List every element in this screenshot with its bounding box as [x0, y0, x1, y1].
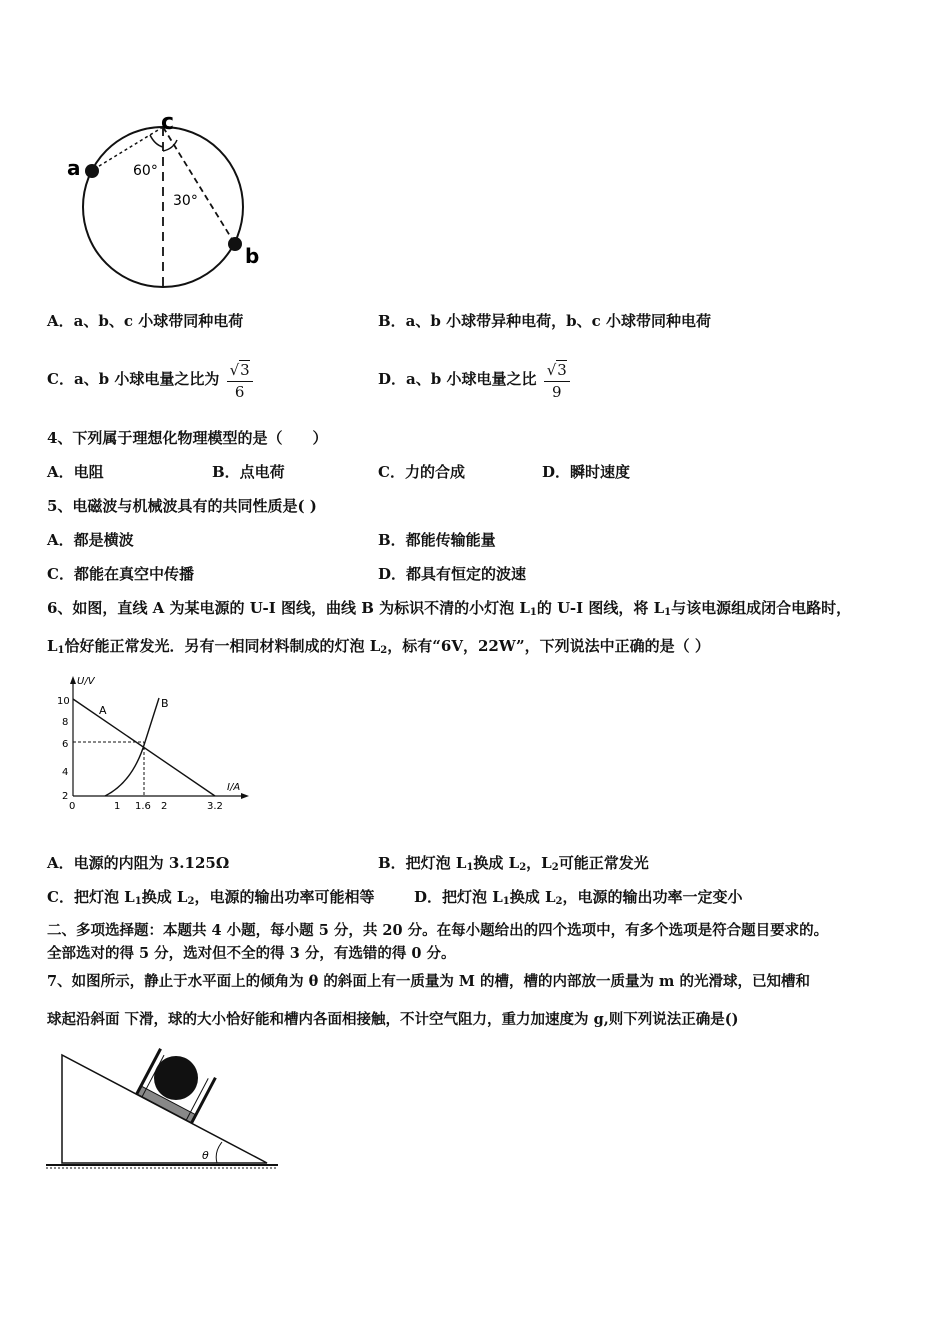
q4-stem: 4、下列属于理想化物理模型的是（ ） — [47, 429, 328, 447]
x-tick-1-6: 1.6 — [135, 801, 151, 812]
y-tick-4: 4 — [62, 767, 69, 778]
x-axis-label: I/A — [227, 782, 241, 793]
ball — [154, 1056, 198, 1100]
q6-stem1-part-a: 6、如图，直线 A 为某电源的 U-I 图线，曲线 B 为标识不清的小灯泡 L — [47, 599, 530, 617]
x-tick-3-2: 3.2 — [207, 801, 223, 812]
angle-60-label: 60° — [133, 163, 158, 179]
q6-opt-b-part-d: 可能正常发光 — [558, 854, 649, 872]
q5-option-a[interactable]: A．都是横波 — [47, 531, 134, 549]
theta-label: θ — [202, 1149, 209, 1162]
x-tick-1: 1 — [114, 801, 121, 812]
q5-stem: 5、电磁波与机械波具有的共同性质是( ) — [47, 497, 317, 515]
y-tick-6: 6 — [62, 739, 69, 750]
section2-heading-line1: 二、多项选择题：本题共 4 小题，每小题 5 分，共 20 分。在每小题给出的四个选项中，有多个选项是符合题目要求的。 — [47, 922, 829, 939]
q6-stem2-sub-1: 1 — [57, 645, 65, 656]
q6-opt-b-part-a: B．把灯泡 L — [378, 854, 467, 872]
q3-option-c-fraction: $\frac{√3}{6}$ — [227, 359, 253, 402]
line-a-label: A — [99, 704, 107, 717]
q6-stem1-sub-1: 1 — [529, 607, 537, 618]
x-tick-0: 0 — [69, 801, 76, 812]
q3-option-c-denominator: 6 — [234, 382, 245, 401]
q6-ui-graph — [55, 672, 255, 822]
q6-stem1-sub-1b: 1 — [664, 607, 672, 618]
q6-opt-b-sub-2b: 2 — [551, 862, 559, 873]
q3-option-b[interactable]: B．a、b 小球带异种电荷，b、c 小球带同种电荷 — [378, 312, 711, 330]
q3-option-c-text: C．a、b 小球电量之比为 — [47, 370, 220, 388]
point-c-label: c — [161, 110, 175, 135]
q3-option-d-numerator: 3 — [557, 360, 567, 379]
q3-option-d[interactable] — [378, 352, 570, 406]
q6-stem-line1 — [47, 598, 851, 623]
angle-30-label: 30° — [173, 193, 198, 209]
q6-opt-b-sub-2: 2 — [519, 862, 527, 873]
q6-opt-d-part-a: D．把灯泡 L — [414, 888, 503, 906]
q6-opt-c-part-c: ，电源的输出功率可能相等 — [194, 888, 375, 906]
q6-opt-d-part-c: ，电源的输出功率一定变小 — [562, 888, 743, 906]
q7-incline-figure — [42, 1040, 287, 1175]
q4-option-a[interactable]: A．电阻 — [47, 463, 104, 481]
q6-opt-c-sub-2: 2 — [187, 896, 195, 907]
section2-heading-line2: 全部选对的得 5 分，选对但不全的得 3 分，有选错的得 0 分。 — [47, 945, 456, 962]
y-tick-10: 10 — [57, 696, 70, 707]
q6-option-d[interactable] — [414, 887, 743, 912]
q6-opt-b-part-b: 换成 L — [473, 854, 520, 872]
q6-opt-b-part-c: ，L — [526, 854, 552, 872]
curve-b — [105, 698, 159, 796]
q6-stem2-part-c: ，标有“6V，22W”，下列说法中正确的是（ ） — [387, 637, 710, 655]
q6-opt-c-part-a: C．把灯泡 L — [47, 888, 135, 906]
q5-option-c[interactable]: C．都能在真空中传播 — [47, 565, 194, 583]
q6-opt-c-sub-1: 1 — [134, 896, 142, 907]
y-axis-label: U/V — [77, 676, 95, 687]
q4-option-b[interactable]: B．点电荷 — [212, 463, 285, 481]
q6-stem1-part-b: 的 U-I 图线，将 L — [536, 599, 665, 617]
q3-option-a[interactable]: A．a、b、c 小球带同种电荷 — [47, 312, 244, 330]
q6-option-b[interactable] — [378, 853, 649, 878]
q7-stem-line1: 7、如图所示，静止于水平面上的倾角为 θ 的斜面上有一质量为 M 的槽，槽的内部放一质量为 m 的光滑球，已知槽和 — [47, 973, 810, 990]
q6-opt-d-sub-2: 2 — [555, 896, 563, 907]
q6-opt-c-part-b: 换成 L — [141, 888, 188, 906]
q3-circle-figure — [55, 105, 275, 300]
point-b-label: b — [245, 244, 260, 268]
q6-option-c[interactable] — [47, 887, 374, 912]
q6-stem2-part-a: L — [47, 637, 58, 655]
q7-stem-line2: 球起沿斜面 下滑，球的大小恰好能和槽内各面相接触，不计空气阻力，重力加速度为 g,则下列说法正确是() — [47, 1011, 739, 1028]
point-a-label: a — [67, 156, 81, 180]
q6-opt-d-part-b: 换成 L — [509, 888, 556, 906]
q6-stem1-part-c: 与该电源组成闭合电路时， — [671, 599, 852, 617]
q4-option-c[interactable]: C．力的合成 — [378, 463, 465, 481]
q5-option-b[interactable]: B．都能传输能量 — [378, 531, 496, 549]
q3-option-c[interactable] — [47, 352, 253, 406]
q6-stem-line2 — [47, 636, 710, 661]
y-tick-8: 8 — [62, 717, 69, 728]
x-tick-2: 2 — [161, 801, 168, 812]
curve-b-label: B — [161, 697, 169, 710]
q5-option-d[interactable]: D．都具有恒定的波速 — [378, 565, 527, 583]
q3-option-d-text: D．a、b 小球电量之比 — [378, 370, 537, 388]
q6-stem2-sub-2: 2 — [380, 645, 388, 656]
q3-option-d-fraction: $\frac{√3}{9}$ — [544, 359, 570, 402]
q3-option-c-numerator: 3 — [240, 360, 250, 379]
q4-option-d[interactable]: D．瞬时速度 — [542, 463, 631, 481]
q6-opt-b-sub-1: 1 — [466, 862, 474, 873]
q3-option-d-denominator: 9 — [551, 382, 562, 401]
y-tick-2: 2 — [62, 791, 69, 802]
q6-stem2-part-b: 恰好能正常发光．另有一相同材料制成的灯泡 L — [64, 637, 381, 655]
q6-opt-d-sub-1: 1 — [502, 896, 510, 907]
q6-option-a[interactable]: A．电源的内阻为 3.125Ω — [47, 854, 230, 872]
